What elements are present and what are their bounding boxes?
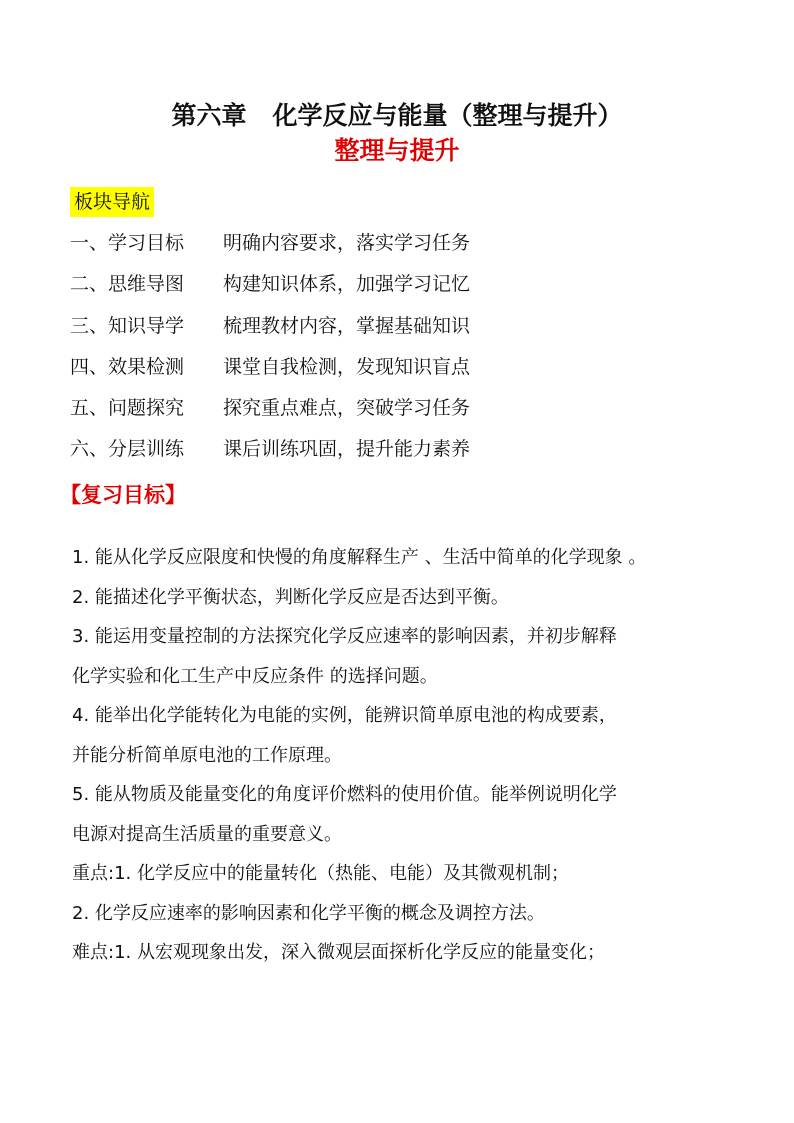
navigation-item-title: 一、学习目标 [70, 232, 185, 254]
navigation-item-title: 五、问题探究 [70, 397, 185, 420]
navigation-item-desc: 构建知识体系，加强学习记忆 [223, 273, 471, 296]
navigation-item-desc: 课后训练巩固，提升能力素养 [223, 438, 471, 461]
navigation-item [70, 225, 470, 266]
navigation-item-title: 二、思维导图 [70, 273, 185, 296]
goal-line: 3. 能运用变量控制的方法探究化学反应速率的影响因素，并初步解释 [72, 626, 617, 647]
navigation-item-desc: 梳理教材内容，掌握基础知识 [223, 314, 471, 337]
goal-line: 5. 能从物质及能量变化的角度评价燃料的使用价值。能举例说明化学 [72, 784, 617, 805]
key-point-line: 2. 化学反应速率的影响因素和化学平衡的概念及调控方法。 [72, 902, 545, 924]
navigation-item [70, 431, 470, 472]
goal-line: 4. 能举出化学能转化为电能的实例，能辨识简单原电池的构成要素， [72, 705, 617, 726]
navigation-item [70, 266, 470, 307]
goal-line: 并能分析简单原电池的工作原理。 [72, 744, 342, 766]
difficulty-line: 难点:1. 从宏观现象出发，深入微观层面探析化学反应的能量变化； [72, 942, 605, 963]
chapter-number: 第六章 [171, 101, 247, 130]
chapter-title [0, 96, 794, 136]
goal-line: 化学实验和化工生产中反应条件 的选择问题。 [72, 665, 438, 687]
navigation-item-desc: 课堂自我检测，发现知识盲点 [223, 355, 471, 378]
navigation-item-title: 六、分层训练 [70, 438, 185, 461]
navigation-item-desc: 探究重点难点，突破学习任务 [223, 397, 471, 420]
goal-line: 1. 能从化学反应限度和快慢的角度解释生产 、生活中简单的化学现象 。 [72, 547, 647, 568]
key-point-line: 重点:1. 化学反应中的能量转化（热能、电能）及其微观机制； [72, 863, 569, 884]
navigation-item [70, 349, 470, 390]
navigation-item [70, 308, 470, 349]
navigation-item [70, 390, 470, 431]
review-goals-body [72, 538, 732, 973]
page-subtitle: 整理与提升 [334, 136, 460, 165]
navigation-list [70, 225, 470, 473]
goal-line: 电源对提高生活质量的重要意义。 [72, 823, 342, 845]
navigation-heading: 板块导航 [70, 187, 154, 217]
review-goals-heading: 【复习目标】 [60, 483, 186, 507]
goal-line: 2. 能描述化学平衡状态，判断化学反应是否达到平衡。 [72, 586, 509, 608]
navigation-item-title: 三、知识导学 [70, 314, 185, 337]
navigation-item-title: 四、效果检测 [70, 355, 185, 378]
chapter-name: 化学反应与能量（整理与提升） [272, 101, 623, 130]
navigation-item-desc: 明确内容要求，落实学习任务 [223, 232, 471, 254]
